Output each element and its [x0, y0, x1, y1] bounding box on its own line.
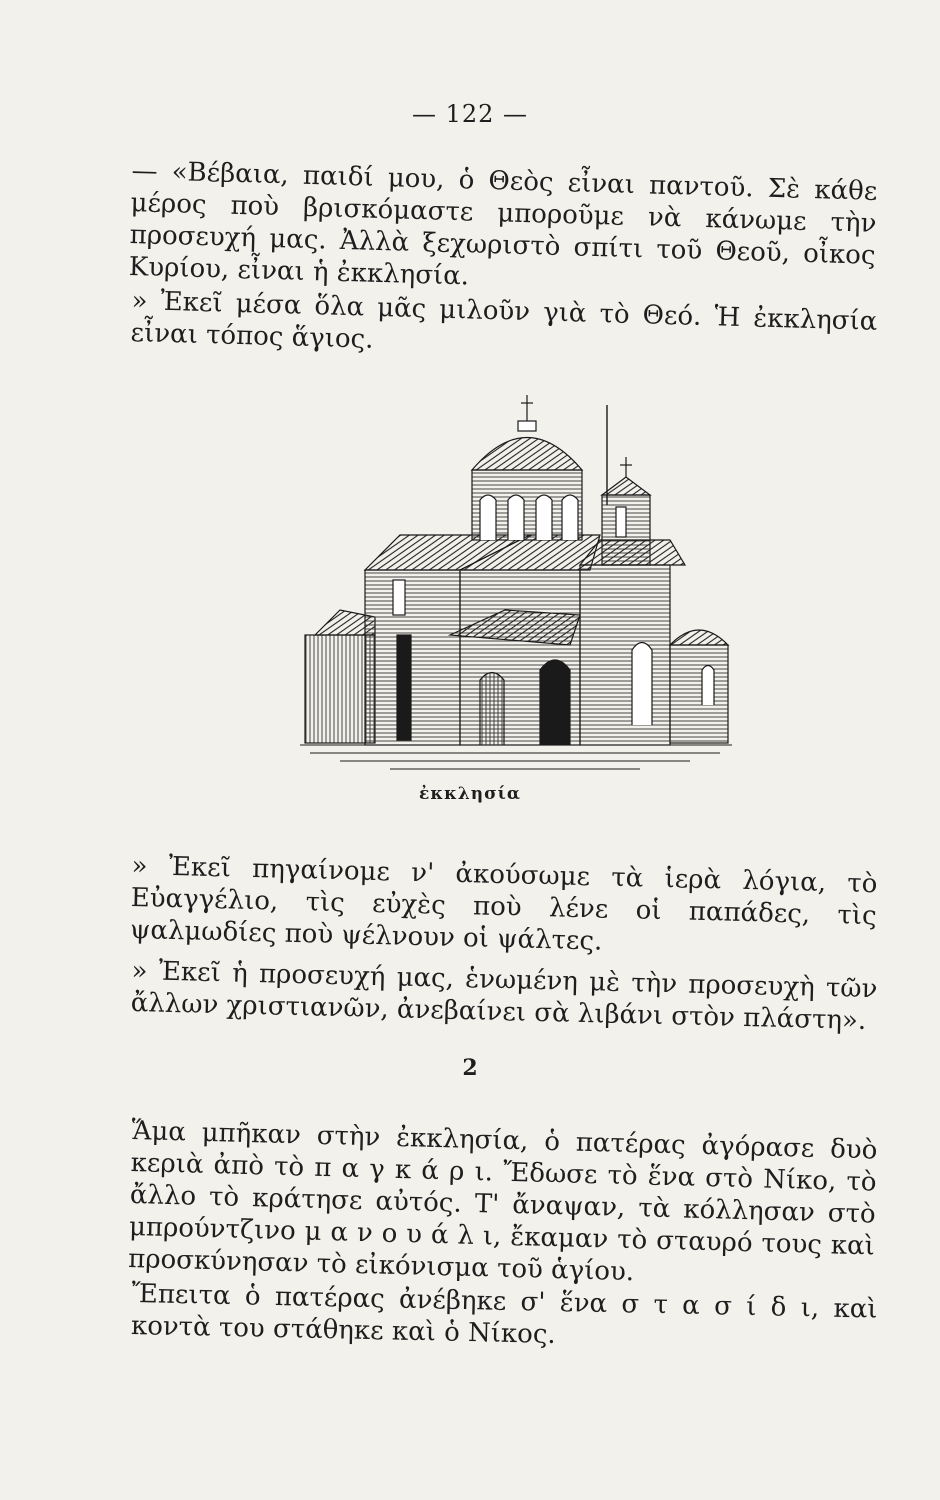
- church-illustration: [300, 395, 732, 780]
- paragraph-1: — «Βέβαια, παιδί μου, ὁ Θεὸς εἶναι παντοῦ. Σὲ κάθε μέρος ποὺ βρισκόμαστε μποροῦμε νὰ κάνωμε τὴν προσευχή μας. Ἀλλὰ ξεχωριστὸ σπίτι τοῦ Θεοῦ, οἶκος Κυρίου, εἶναι ἡ ἐκκλησία.: [128, 155, 878, 292]
- paragraph-4: » Ἐκεῖ ἡ προσευχή μας, ἑνωμένη μὲ τὴν προσευχὴ τῶν ἄλλων χριστιανῶν, ἀνεβαίνει σὰ λιβάνι στὸν πλάστη».: [130, 955, 878, 1036]
- paragraph-3: » Ἐκεῖ πηγαίνομε ν' ἀκούσωμε τὰ ἱερὰ λόγια, τὸ Εὐαγγέλιο, τὶς εὐχὲς ποὺ λένε οἱ παπάδες, τὶς ψαλμωδίες ποὺ ψέλνουν οἱ ψάλτες.: [129, 850, 878, 957]
- section-number: 2: [462, 1055, 478, 1081]
- paragraph-5: Ἅμα μπῆκαν στὴν ἐκκλησία, ὁ πατέρας ἀγόρασε δυὸ κεριὰ ἀπὸ τὸ π α γ κ ά ρ ι. Ἔδωσε τὸ ἕνα στὸ Νίκο, τὸ ἄλλο τὸ κράτησε αὐτός. Τ' ἄναψαν, τὰ κόλλησαν στὸ μπρούντζινο μ α ν ο υ ά λ ι, ἔκαμαν τὸ σταυρό τους καὶ προσκύνησαν τὸ εἰκόνισμα τοῦ ἁγίου.: [127, 1115, 878, 1288]
- figure-caption: ἐκκλησία: [419, 784, 521, 804]
- paragraph-2: » Ἐκεῖ μέσα ὅλα μᾶς μιλοῦν γιὰ τὸ Θεό. Ἡ ἐκκλησία εἶναι τόπος ἅγιος.: [130, 285, 878, 355]
- page-number: — 122 —: [411, 100, 529, 128]
- paragraph-6: Ἔπειτα ὁ πατέρας ἀνέβηκε σ' ἕνα σ τ α σ ί δ ι, καὶ κοντὰ του στάθηκε καὶ ὁ Νίκος.: [130, 1278, 878, 1350]
